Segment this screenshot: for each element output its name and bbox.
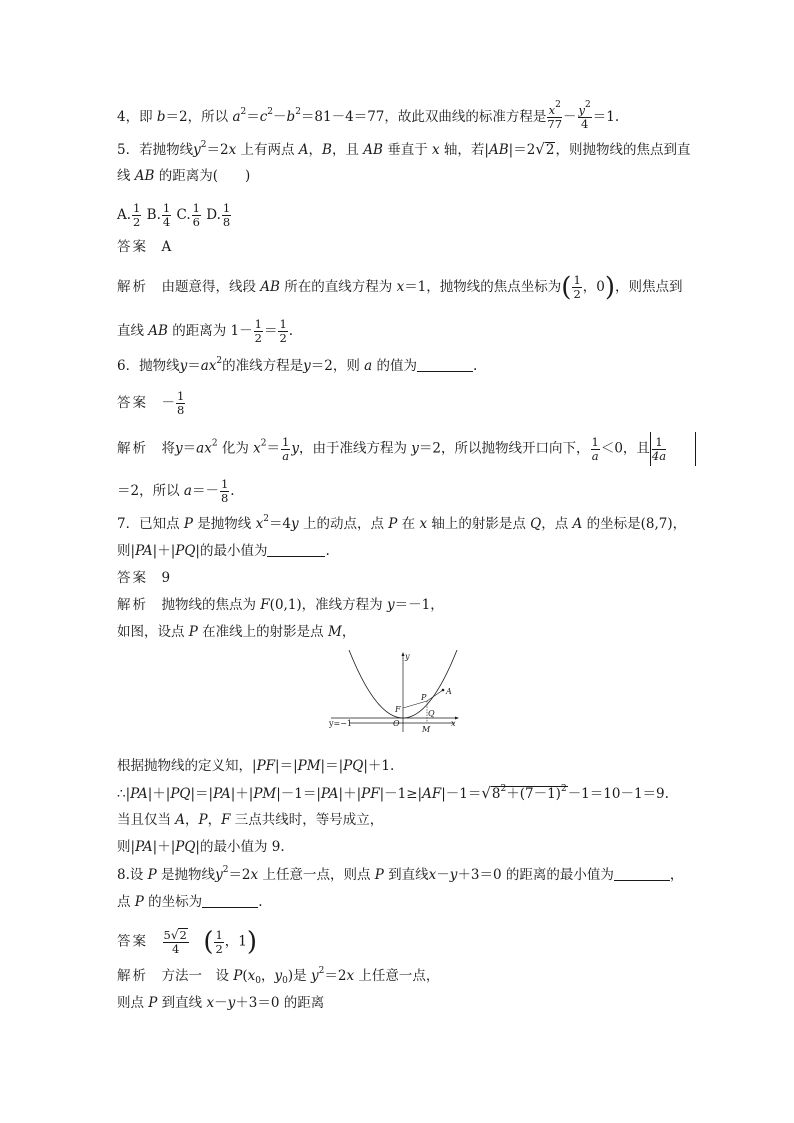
label-F: F	[395, 705, 401, 714]
question-5-line-2: 线 AB 的距离为( )	[117, 168, 251, 184]
label-Q: Q	[428, 709, 435, 718]
fraction: $\frac{y^2}{4}$	[578, 100, 591, 131]
solution-5-line-2: 直线 AB 的距离为 1－ $\frac{1}{2}$ ＝ $\frac{1}{2}$ .	[117, 317, 294, 345]
solution-5-line-1: 解析 由题意得，线段 AB 所在的直线方程为 x＝1，抛物线的焦点坐标为( $\frac{1}{2}$ ，0)，则焦点到	[117, 272, 683, 303]
solution-7-line-6: 则|PA|＋|PQ|的最小值为 9.	[117, 839, 285, 855]
label-M: M	[422, 725, 431, 734]
answer-blank	[267, 542, 325, 557]
question-5-line-1: 5．若抛物线$y^2=2x$ 上有两点 A，B，且 AB 垂直于 x 轴，若|AB|＝2√2，则抛物线的焦点到直	[117, 140, 691, 158]
parabola-figure	[327, 650, 462, 735]
solution-6-line-2: ＝2，所以 a＝－ $\frac{1}{8}$ .	[117, 477, 235, 505]
point-A	[442, 689, 445, 692]
answer-blank	[614, 866, 670, 881]
label-O: O	[393, 719, 400, 728]
segment-PA	[427, 690, 443, 701]
solution-7-line-4: $\therefore|PA|+|PQ|=|PA|+|PM|-1=|PA|+|PF|-1\ge|AF|-1=√8^2+(7-1)^2-1=10-1=9$.	[117, 784, 669, 802]
label-P: P	[421, 693, 427, 702]
solution-7-line-2: 如图，设点 P 在准线上的射影是点 M，	[117, 624, 356, 640]
x-axis-arrow	[455, 717, 459, 720]
fraction: $\frac{x^2}{77}$	[547, 100, 563, 131]
solution-7-line-3: 根据抛物线的定义知，|PF|＝|PM|＝|PQ|＋1.	[117, 758, 395, 774]
question-8-line-1: 8.设 P 是抛物线$y^2=2x$ 上任意一点，则点 P 到直线x－y＋3＝0 的距离的最小值为 ，	[117, 865, 684, 883]
solution-7-line-5: 当且仅当 A，P，F 三点共线时，等号成立，	[117, 812, 384, 828]
answer-7: 答案 9	[117, 570, 171, 586]
label-directrix: y=−1	[329, 719, 353, 728]
answer-5: 答案 A	[117, 239, 172, 255]
answer-6: 答案 － $\frac{1}{8}$	[117, 389, 185, 417]
label-y: y	[405, 652, 410, 661]
answer-blank	[202, 893, 258, 908]
answer-blank	[417, 357, 473, 372]
segment-FP	[403, 701, 427, 708]
question-8-line-2: 点 P 的坐标为 .	[117, 894, 263, 910]
label-A: A	[446, 687, 452, 696]
answer-8: 答案 $\frac{5√2}{4}$ ( $\frac{1}{2}$ ，1)	[117, 927, 258, 957]
solution-8-line-2: 则点 P 到直线 x－y＋3＝0 的距离	[117, 995, 325, 1011]
sqrt: √2	[535, 140, 555, 158]
solution-6-line-1: 解析 将$y=ax^2$ 化为 $x^2=$ $\frac{1}{a}$ y，由于准线方程为 y＝2，所以抛物线开口向下， $\frac{1}{a}$ ＜0，且 $\frac{1}{4a}$	[117, 432, 696, 466]
fraction: $\frac{5√2}{4}$	[163, 928, 187, 956]
solution-7-line-1: 解析 抛物线的焦点为 F(0,1)，准线方程为 y＝－1，	[117, 597, 444, 613]
label-x: x	[451, 719, 456, 728]
question-7-line-1: 7．已知点 P 是抛物线 $x^2=4y$ 上的动点，点 P 在 x 轴上的射影是点 Q，点 A 的坐标是(8,7)，	[117, 514, 687, 532]
text-line-4: 4，即 b＝2，所以 $a^2=c^2-b^2=81-4=77$，故此双曲线的标准方程是 $\frac{x^2}{77}$ － $\frac{y^2}{4}$ ＝1.	[117, 100, 620, 131]
question-5-options: A. $\frac{1}{2}$ B. $\frac{1}{4}$ C. $\frac{1}{6}$ D. $\frac{1}{8}$	[117, 201, 231, 229]
question-6: 6．抛物线$y=ax^2$的准线方程是y＝2，则 a 的值为 .	[117, 356, 478, 374]
solution-8-line-1: 解析 方法一 设 $P(x_0$，$y_0$)是 $y^2=2x$ 上任意一点，	[117, 966, 440, 986]
question-7-line-2: 则|PA|＋|PQ|的最小值为 .	[117, 543, 330, 559]
sqrt: $√8^2+(7-1)^2$	[481, 784, 567, 802]
